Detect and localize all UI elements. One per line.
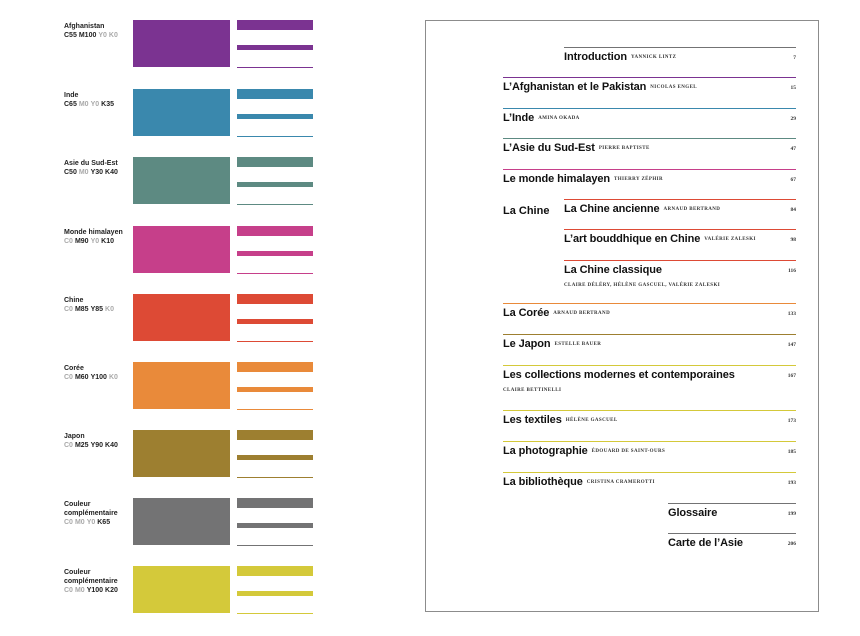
cmyk-component: Y85 <box>90 306 104 313</box>
toc-rule <box>503 441 796 442</box>
swatch-row <box>0 157 340 212</box>
toc-page-number: 133 <box>787 311 796 317</box>
toc-author: PIERRE BAPTISTE <box>598 146 650 151</box>
swatch-rule-sample-2 <box>237 45 313 50</box>
swatch-label <box>64 159 134 177</box>
cmyk-component: C0 <box>64 238 73 245</box>
toc-title-line <box>503 173 663 185</box>
toc-entry <box>503 303 796 331</box>
swatch-rule-sample-2 <box>237 591 313 596</box>
swatch-name: Corée <box>64 365 84 372</box>
cmyk-component: C50 <box>64 169 77 176</box>
toc-entry <box>503 472 796 500</box>
toc-title-line <box>668 537 743 549</box>
swatch-rule-sample-1 <box>237 157 313 167</box>
toc-rule <box>564 229 796 230</box>
cmyk-component: Y0 <box>90 238 100 245</box>
toc-page-number: 147 <box>787 342 796 348</box>
cmyk-component: K65 <box>97 519 111 526</box>
toc-rule <box>503 410 796 411</box>
cmyk-component: K0 <box>108 32 118 39</box>
toc-chapter-title: Introduction <box>564 51 627 63</box>
toc-rule <box>503 138 796 139</box>
color-swatch-panel <box>0 0 340 636</box>
cmyk-component: M25 <box>74 442 89 449</box>
swatch-color-block <box>133 498 230 545</box>
toc-rule <box>503 365 796 366</box>
swatch-rule-sample-3 <box>237 477 313 478</box>
toc-title-line <box>503 338 601 350</box>
toc-entry <box>564 199 796 227</box>
toc-chapter-title: L’Asie du Sud-Est <box>503 142 595 154</box>
toc-entry <box>503 169 796 197</box>
toc-title-line <box>668 507 717 519</box>
swatch-color-block <box>133 226 230 273</box>
cmyk-component: C0 <box>64 374 73 381</box>
cmyk-component: Y30 <box>90 169 104 176</box>
cmyk-component: C0 <box>64 442 73 449</box>
toc-title-line <box>564 264 662 276</box>
toc-page-number: 98 <box>790 237 796 243</box>
cmyk-component: K10 <box>101 238 114 245</box>
toc-section-label: La Chine <box>503 205 550 217</box>
toc-title-line <box>564 51 676 63</box>
toc-author: ÉDOUARD DE SAINT-OURS <box>591 449 666 454</box>
cmyk-component: Y90 <box>90 442 104 449</box>
toc-page <box>425 20 819 612</box>
swatch-rule-sample-1 <box>237 362 313 372</box>
toc-page-number: 185 <box>787 449 796 455</box>
toc-author: CRISTINA CRAMEROTTI <box>586 480 655 485</box>
toc-author: ARNAUD BERTRAND <box>553 311 611 316</box>
cmyk-component: M0 <box>78 169 89 176</box>
toc-author: CLAIRE DÉLÉRY, HÉLÈNE GASCUEL, VALÉRIE ZALESKI <box>564 283 721 288</box>
cmyk-component: M85 <box>74 306 89 313</box>
cmyk-component: M0 <box>74 519 85 526</box>
toc-rule <box>668 503 796 504</box>
cmyk-component: C65 <box>64 101 77 108</box>
toc-page-number: 84 <box>790 207 796 213</box>
cmyk-component: C0 <box>64 306 73 313</box>
swatch-cmyk <box>64 238 116 245</box>
swatch-rule-sample-1 <box>237 226 313 236</box>
swatch-cmyk <box>64 442 120 449</box>
swatch-label <box>64 568 134 595</box>
toc-chapter-title: Les collections modernes et contemporaines <box>503 369 735 381</box>
swatch-row <box>0 362 340 417</box>
swatch-name: Monde himalayen <box>64 229 123 236</box>
swatch-rule-sample-3 <box>237 136 313 137</box>
swatch-rule-sample-3 <box>237 341 313 342</box>
cmyk-component: K20 <box>105 587 118 594</box>
toc-entry <box>503 108 796 136</box>
toc-page-number: 116 <box>788 268 796 274</box>
swatch-rule-sample-2 <box>237 319 313 324</box>
cmyk-component: Y100 <box>90 374 107 381</box>
swatch-color-block <box>133 294 230 341</box>
swatch-label <box>64 91 134 109</box>
cmyk-component: K0 <box>108 374 118 381</box>
toc-author: HÉLÈNE GASCUEL <box>565 418 618 423</box>
swatch-rule-sample-2 <box>237 455 313 460</box>
toc-chapter-title: La bibliothèque <box>503 476 583 488</box>
toc-chapter-title: Carte de l’Asie <box>668 537 743 549</box>
toc-entry <box>564 260 796 288</box>
toc-rule <box>564 199 796 200</box>
toc-title-line <box>503 369 735 381</box>
swatch-label <box>64 432 134 450</box>
toc-page-number: 173 <box>787 418 796 424</box>
swatch-color-block <box>133 566 230 613</box>
swatch-rule-sample-1 <box>237 498 313 508</box>
swatch-rule-sample-3 <box>237 545 313 546</box>
cmyk-component: M100 <box>78 32 97 39</box>
toc-entry <box>503 441 796 469</box>
cmyk-component: K40 <box>105 442 118 449</box>
swatch-rule-sample-2 <box>237 251 313 256</box>
swatch-label <box>64 364 134 382</box>
cmyk-component: K35 <box>101 101 114 108</box>
swatch-label <box>64 228 134 246</box>
swatch-rule-sample-1 <box>237 20 313 30</box>
toc-title-line <box>503 445 665 457</box>
toc-entry <box>564 47 796 75</box>
cmyk-component: M60 <box>74 374 89 381</box>
toc-chapter-title: La Chine ancienne <box>564 203 660 215</box>
toc-page-number: 7 <box>793 55 796 61</box>
cmyk-component: Y100 <box>86 587 104 594</box>
swatch-rule-sample-1 <box>237 566 313 576</box>
toc-title-line <box>564 203 720 215</box>
toc-chapter-title: L’Inde <box>503 112 535 124</box>
cmyk-component: C0 <box>64 587 73 594</box>
cmyk-component: K0 <box>105 306 114 313</box>
swatch-rule-sample-3 <box>237 613 313 614</box>
cmyk-component: Y0 <box>98 32 107 39</box>
toc-author: ARNAUD BERTRAND <box>663 207 721 212</box>
swatch-rule-sample-1 <box>237 294 313 304</box>
swatch-rule-sample-1 <box>237 89 313 99</box>
swatch-label <box>64 22 134 40</box>
swatch-name: Chine <box>64 297 84 304</box>
swatch-color-block <box>133 157 230 204</box>
toc-author: VALÉRIE ZALESKI <box>704 237 756 242</box>
swatch-row <box>0 226 340 281</box>
toc-page-number: 193 <box>787 480 796 486</box>
swatch-rule-sample-1 <box>237 430 313 440</box>
toc-title-line <box>564 233 756 245</box>
toc-author: ESTELLE BAUER <box>554 342 602 347</box>
swatch-cmyk <box>64 519 112 526</box>
swatch-color-block <box>133 89 230 136</box>
toc-chapter-title: Le monde himalayen <box>503 173 611 185</box>
swatch-rule-sample-3 <box>237 204 313 205</box>
toc-chapter-title: La Chine classique <box>564 264 662 276</box>
toc-chapter-title: La photographie <box>503 445 588 457</box>
swatch-rule-sample-3 <box>237 409 313 410</box>
toc-author: NICOLAS ENGEL <box>650 85 698 90</box>
toc-title-line <box>503 414 618 426</box>
toc-entry <box>503 365 796 393</box>
toc-chapter-title: L’Afghanistan et le Pakistan <box>503 81 647 93</box>
swatch-name: Asie du Sud-Est <box>64 160 118 167</box>
toc-rule <box>564 47 796 48</box>
swatch-row <box>0 20 340 75</box>
toc-page-number: 47 <box>790 146 796 152</box>
swatch-cmyk <box>64 101 116 108</box>
toc-rule <box>564 260 796 261</box>
toc-page-number: 29 <box>790 116 796 122</box>
swatch-rule-sample-2 <box>237 114 313 119</box>
cmyk-component: C0 <box>64 519 73 526</box>
toc-title-line <box>503 476 655 488</box>
swatch-cmyk <box>64 587 120 594</box>
swatch-cmyk <box>64 32 120 39</box>
toc-page-number: 67 <box>790 177 796 183</box>
cmyk-component: M90 <box>74 238 89 245</box>
toc-entry <box>503 77 796 105</box>
toc-entry <box>503 410 796 438</box>
swatch-rule-sample-3 <box>237 67 313 68</box>
swatch-rule-sample-2 <box>237 387 313 392</box>
toc-entry <box>668 503 796 531</box>
cmyk-component: K40 <box>105 169 118 176</box>
swatch-row <box>0 430 340 485</box>
toc-rule <box>503 472 796 473</box>
swatch-row <box>0 89 340 144</box>
toc-chapter-title: Les textiles <box>503 414 562 426</box>
toc-title-line <box>503 142 650 154</box>
toc-rule <box>503 334 796 335</box>
swatch-label <box>64 296 134 314</box>
toc-chapter-title: Le Japon <box>503 338 551 350</box>
toc-title-line <box>503 112 580 124</box>
swatch-rule-sample-2 <box>237 523 313 528</box>
toc-rule <box>503 108 796 109</box>
toc-title-line <box>503 307 610 319</box>
swatch-name: Afghanistan <box>64 23 105 30</box>
swatch-name: Japon <box>64 433 85 440</box>
toc-author: YANNICK LINTZ <box>630 55 677 60</box>
toc-author: THIERRY ZÉPHIR <box>614 177 664 182</box>
toc-author: AMINA OKADA <box>538 116 580 121</box>
swatch-name: Couleur complémentaire <box>64 569 118 585</box>
toc-page-number: 167 <box>787 373 796 379</box>
swatch-name: Couleur complémentaire <box>64 501 118 517</box>
swatch-row <box>0 566 340 621</box>
swatch-color-block <box>133 20 230 67</box>
cmyk-component: Y0 <box>90 101 100 108</box>
toc-page-number: 15 <box>790 85 796 91</box>
swatch-label <box>64 500 134 527</box>
toc-entry <box>564 229 796 257</box>
swatch-color-block <box>133 430 230 477</box>
toc-entry <box>503 334 796 362</box>
toc-page-number: 206 <box>787 541 796 547</box>
swatch-cmyk <box>64 169 120 176</box>
toc-chapter-title: L’art bouddhique en Chine <box>564 233 701 245</box>
swatch-name: Inde <box>64 92 79 99</box>
swatch-color-block <box>133 362 230 409</box>
cmyk-component: M0 <box>74 587 85 594</box>
swatch-row <box>0 294 340 349</box>
swatch-cmyk <box>64 374 120 381</box>
toc-rule <box>668 533 796 534</box>
toc-page-number: 199 <box>787 511 796 517</box>
toc-chapter-title: Glossaire <box>668 507 718 519</box>
swatch-cmyk <box>64 306 116 313</box>
toc-entry <box>503 138 796 166</box>
toc-title-line <box>503 81 697 93</box>
cmyk-component: Y0 <box>86 519 96 526</box>
toc-author: CLAIRE BETTINELLI <box>503 388 562 393</box>
cmyk-component: C55 <box>64 32 77 39</box>
swatch-rule-sample-2 <box>237 182 313 187</box>
cmyk-component: M0 <box>78 101 89 108</box>
swatch-row <box>0 498 340 553</box>
swatch-rule-sample-3 <box>237 273 313 274</box>
toc-entry <box>668 533 796 561</box>
toc-rule <box>503 303 796 304</box>
toc-rule <box>503 169 796 170</box>
toc-rule <box>503 77 796 78</box>
toc-chapter-title: La Corée <box>503 307 550 319</box>
